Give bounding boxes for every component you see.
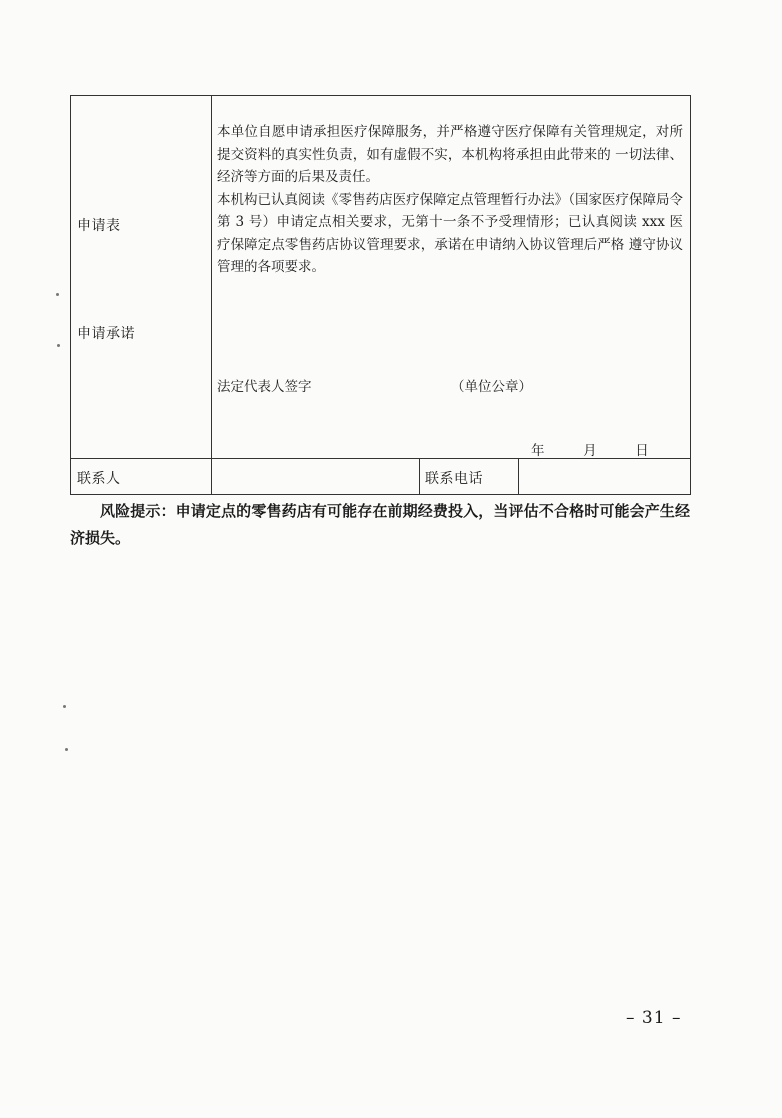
risk-notice: 风险提示：申请定点的零售药店有可能存在前期经费投入，当评估不合格时可能会产生经济损失。 [70, 502, 690, 547]
contact-person-field[interactable] [217, 468, 412, 488]
page-number: – 31 – [626, 1008, 682, 1028]
date-field [531, 439, 649, 459]
column-divider [419, 458, 420, 494]
scan-speck [57, 344, 60, 347]
column-divider [518, 458, 519, 494]
commitment-text [217, 121, 683, 279]
date-year-label: 年 [531, 443, 545, 459]
contact-person-label: 联系人 [77, 471, 121, 487]
scan-speck [56, 293, 59, 296]
date-day-label: 日 [635, 443, 649, 459]
date-month-label: 月 [583, 443, 597, 459]
legal-representative-signature-label: 法定代表人签字 [217, 379, 312, 395]
contact-phone-label: 联系电话 [425, 471, 483, 487]
label-application-commitment: 申请承诺 [77, 326, 135, 342]
commitment-paragraph-2: 本机构已认真阅读《零售药店医疗保障定点管理暂行办法》（国家医疗保障局令第 3 号）申请定点相关要求，无第十一条不予受理情形；已认真阅读 xxx 医疗保障定点零售药店协议管理要求，承诺在申请纳入协议管理后严格 遵守协议管理的各项要求。 [217, 191, 683, 275]
contact-phone-field[interactable] [524, 468, 684, 488]
scan-speck [65, 748, 68, 751]
unit-seal-label: （单位公章） [451, 379, 532, 395]
application-form-table [70, 95, 691, 495]
label-application-form: 申请表 [77, 218, 121, 234]
column-divider [211, 96, 212, 494]
scan-speck [63, 705, 66, 708]
commitment-paragraph-1: 本单位自愿申请承担医疗保障服务，并严格遵守医疗保障有关管理规定，对所提交资料的真实性负责，如有虚假不实，本机构将承担由此带来的 一切法律、经济等方面的后果及责任。 [217, 124, 683, 185]
